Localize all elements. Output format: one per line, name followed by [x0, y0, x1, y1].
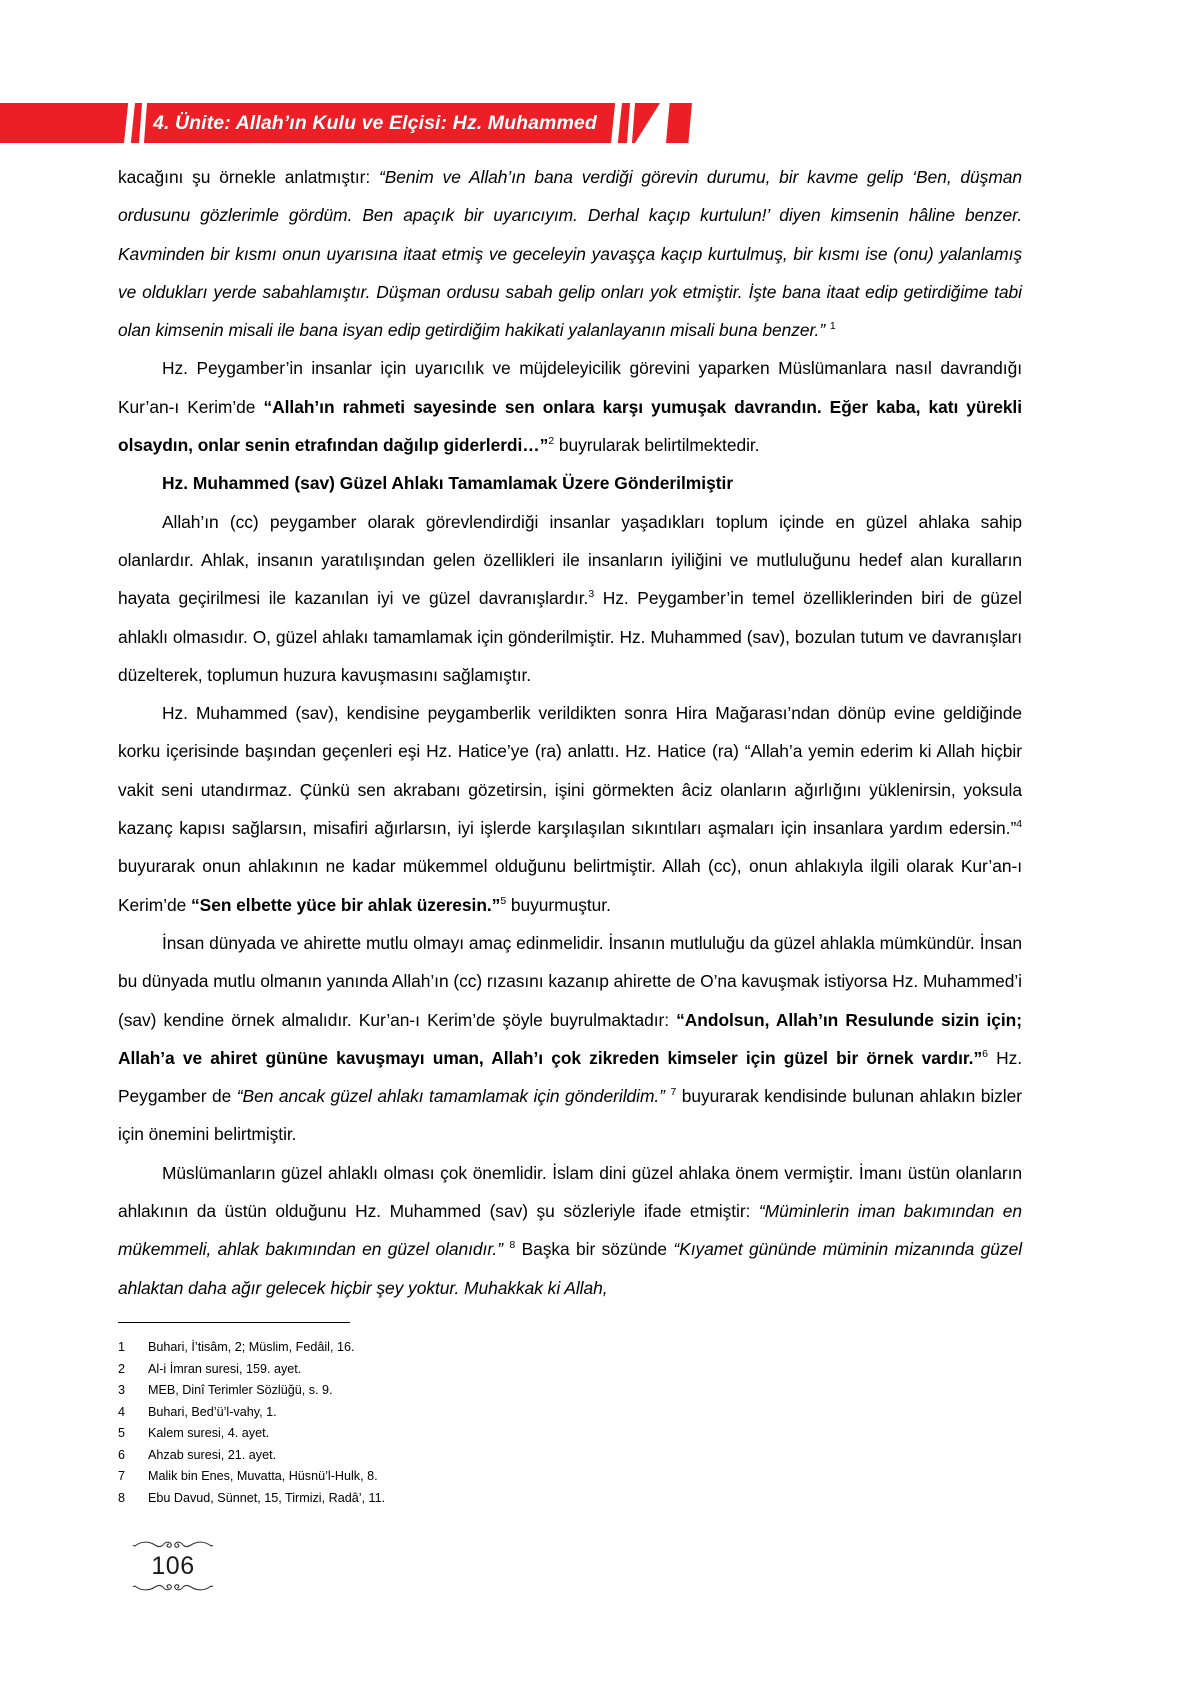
flourish-top-icon	[131, 1537, 215, 1551]
footnote-ref-8: 8	[509, 1239, 516, 1252]
p5-text-1: İnsan dünyada ve ahirette mutlu olmayı amaç edinmelidir. İnsanın mutluluğu da güzel ahlakla mümkündür. İnsan bu dünyada mutlu olmanın yanında Allah’ın (cc) rızasını kazanıp ahirette de O’na kavuşmak istiyorsa Hz. Muhammed’i (sav) kendine örnek almalıdır. Kur’an-ı Kerim’de şöyle buyrulmaktadır:	[118, 932, 1022, 1030]
footnote-ref-2: 2	[548, 435, 555, 448]
footnote-ref-3: 3	[588, 588, 595, 601]
footnote-number: 8	[118, 1490, 126, 1505]
footnote-item	[118, 1466, 678, 1488]
unit-header-banner	[0, 103, 700, 143]
paragraph-2	[118, 349, 1022, 464]
footnote-item	[118, 1337, 678, 1359]
p6-italic-quote-2: “Kıyamet gününde müminin mizanında güzel ahlaktan daha ağır gelecek hiçbir şey yoktur. Muhakkak ki Allah,	[118, 1239, 1023, 1298]
footnotes-section	[118, 1322, 678, 1509]
footnote-item	[118, 1488, 678, 1510]
footnote-ref-6: 6	[982, 1048, 988, 1061]
footnote-item	[118, 1423, 678, 1445]
paragraph-6	[118, 1154, 1022, 1307]
footnote-ref-1: 1	[829, 320, 836, 333]
p4-text-2: buyurarak onun ahlakının ne kadar mükemmel olduğunu belirtmiştir. Allah (cc), onun ahlakıyla ilgili olarak Kur’an-ı Kerim’de	[118, 856, 1022, 915]
footnote-number: 3	[118, 1383, 126, 1397]
flourish-bottom-icon	[131, 1581, 215, 1595]
footnote-separator-rule	[118, 1322, 350, 1323]
p4-text-1: Hz. Muhammed (sav), kendisine peygamberlik verildikten sonra Hira Mağarası’ndan dönüp evine geldiğinde korku içerisinde başından geçenleri eşi Hz. Hatice’ye (ra) anlattı. Hz. Hatice (ra) “Allah’a yemin ederim ki Allah hiçbir vakit seni utandırmaz. Çünkü sen akrabanı gözetirsin, işini görmekten âciz olanların ağırlığını yüklenirsin, yoksula kazanç kapısı sağlarsın, misafiri ağırlarsın, iyi işlerde karşılaşılan sıkıntıları aşmaları için insanlara yardım edersin.”	[118, 703, 1022, 839]
p3-text-2: Hz. Peygamber’in temel özelliklerinden biri de güzel ahlaklı olmasıdır. O, güzel ahlakı tamamlamak için gönderilmiştir. Hz. Muhammed (sav), bozulan tutum ve davranışları düzelterek, toplumun huzura kavuşmasını sağlamıştır.	[118, 588, 1022, 685]
footnote-ref-4: 4	[1016, 818, 1022, 831]
footnote-item	[118, 1445, 678, 1467]
p5-text-3: buyurarak kendisinde bulunan ahlakın bizler için önemini belirtmiştir.	[118, 1086, 1022, 1145]
footnote-text: Kalem suresi, 4. ayet.	[148, 1426, 270, 1440]
p6-text-1: Müslümanların güzel ahlaklı olması çok önemlidir. İslam dini güzel ahlaka önem vermiştir. İmanı üstün olanların ahlakının da üstün olduğunu Hz. Muhammed (sav) şu sözleriyle ifade etmiştir:	[118, 1162, 1022, 1222]
p6-text-2: Başka bir sözünde	[515, 1239, 674, 1260]
p5-italic-quote: “Ben ancak güzel ahlakı tamamlamak için gönderildim.”	[236, 1086, 665, 1107]
paragraph-4	[118, 694, 1022, 924]
footnote-text: Malik bin Enes, Muvatta, Hüsnü’l-Hulk, 8.	[148, 1469, 378, 1483]
footnote-text: Buhari, İ’tisâm, 2; Müslim, Fedâil, 16.	[148, 1340, 355, 1354]
footnote-text: Al-i İmran suresi, 159. ayet.	[148, 1361, 302, 1376]
page-number: 106	[151, 1552, 195, 1580]
p1-quote-text: “Benim ve Allah’ın bana verdiği görevin durumu, bir kavme gelip ‘Ben, düşman ordusunu gözlerimle gördüm. Ben apaçık bir uyarıcıyım. Derhal kaçıp kurtulun!’ diyen kimsenin hâline benzer. Kavminden bir kısmı onun uyarısına itaat etmiş ve geceleyin yavaşça kaçıp kurtulmuş, bir kısmı ise (onu) yalanlamış ve oldukları yerde sabahlamıştır. Düşman ordusu sabah gelip onları yok etmiştir. İşte bana itaat edip getirdiğime tabi olan kimsenin misali ile bana isyan edip getirdiğim hakikati yalanlayanın misali buna benzer.”	[118, 167, 1022, 341]
section-heading: Hz. Muhammed (sav) Güzel Ahlakı Tamamlamak Üzere Gönderilmiştir	[162, 473, 734, 494]
footnote-text: Ahzab suresi, 21. ayet.	[148, 1447, 277, 1462]
p1-lead-text: kacağını şu örnekle anlatmıştır:	[118, 167, 379, 187]
p2-bold-quote: “Allah’ın rahmeti sayesinde sen onlara karşı yumuşak davrandın. Eğer kaba, katı yürekli olsaydın, onlar senin etrafından dağılıp giderlerdi…”	[118, 396, 1022, 456]
footnote-ref-7: 7	[670, 1086, 677, 1099]
footnote-number: 7	[118, 1469, 126, 1483]
unit-title: 4. Ünite: Allah’ın Kulu ve Elçisi: Hz. Muhammed	[153, 112, 597, 134]
p2-text-1: Hz. Peygamber’in insanlar için uyarıcılık ve müjdeleyicilik görevini yaparken Müslümanlara nasıl davrandığı Kur’an-ı Kerim’de	[118, 358, 1022, 417]
footnote-ref-5: 5	[500, 894, 507, 907]
footnote-item	[118, 1359, 678, 1381]
page-body	[118, 158, 1022, 1307]
banner-red-tail	[666, 103, 692, 143]
footnote-number: 4	[118, 1404, 126, 1419]
p5-text-2: Hz. Peygamber de	[118, 1047, 1023, 1107]
p2-text-2: buyrularak belirtilmektedir.	[554, 435, 760, 456]
p3-text-1: Allah’ın (cc) peygamber olarak görevlendirdiği insanlar yaşadıkları toplum içinde en güzel ahlaka sahip olanlardır. Ahlak, insanın yaratılışından gelen özellikleri ile insanların iyiliğini ve mutluluğunu hedef alan kuralların hayata geçirilmesi ile kazanılan iyi ve güzel davranışlardır.	[118, 511, 1022, 609]
paragraph-5	[118, 924, 1022, 1154]
footnote-number: 1	[118, 1340, 126, 1354]
footnote-number: 2	[118, 1361, 126, 1376]
p4-text-3: buyurmuştur.	[506, 894, 611, 915]
footnote-text: MEB, Dinî Terimler Sözlüğü, s. 9.	[148, 1383, 333, 1397]
footnote-list	[118, 1337, 678, 1509]
footnote-text: Buhari, Bed’ü’l-vahy, 1.	[148, 1404, 277, 1419]
footnote-item	[118, 1402, 678, 1424]
paragraph-1	[118, 158, 1022, 349]
footnote-text: Ebu Davud, Sünnet, 15, Tirmizi, Radâ’, 11.	[148, 1490, 386, 1505]
paragraph-3	[118, 503, 1022, 694]
p4-bold-quote: “Sen elbette yüce bir ahlak üzeresin.”	[191, 894, 501, 915]
p6-italic-quote-1: “Müminlerin iman bakımından en mükemmeli, ahlak bakımından en güzel olanıdır.”	[118, 1201, 1022, 1260]
page-footer	[118, 1537, 228, 1595]
footnote-number: 5	[118, 1426, 126, 1440]
footnote-number: 6	[118, 1447, 126, 1462]
footnote-item	[118, 1380, 678, 1402]
p5-bold-quote: “Andolsun, Allah’ın Resulunde sizin için; Allah’a ve ahiret gününe kavuşmayı uman, Allah’ı çok zikreden kimseler için güzel bir örnek vardır.”	[118, 1009, 1022, 1068]
